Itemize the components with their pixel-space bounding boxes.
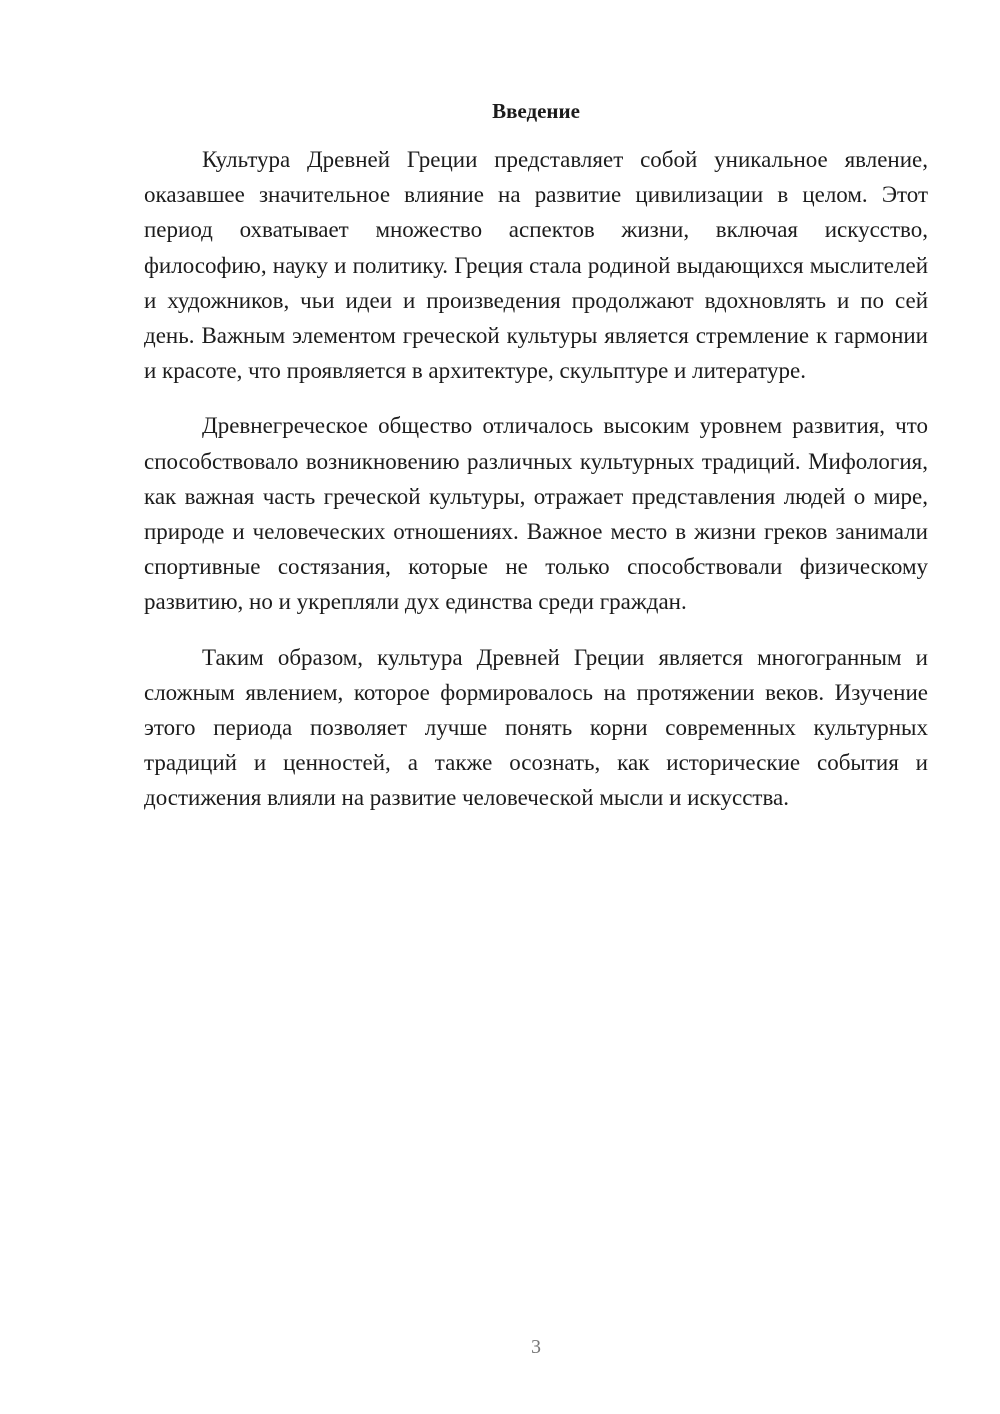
paragraph-3: Таким образом, культура Древней Греции является многогранным и сложным явлением, которое формировалось на протяжении веков. Изучение этого периода позволяет лучше понять корни современных культурных традиций и ценностей, а также осознать, как исторические события и достижения влияли на развитие человеческой мысли и искусства. <box>144 644 928 811</box>
paragraph-1: Культура Древней Греции представляет собой уникальное явление, оказавшее значительное влияние на развитие цивилизации в целом. Этот период охватывает множество аспектов жизни, включая искусство, философию, науку и политику. Греция стала родиной выдающихся мыслителей и художников, чьи идеи и произведения продолжают вдохновлять и по сей день. Важным элементом греческой культуры является стремление к гармонии и красоте, что проявляется в архитектуре, скульптуре и литературе. <box>144 147 928 384</box>
paragraph-2: Древнегреческое общество отличалось высоким уровнем развития, что способствовало возникновению различных культурных традиций. Мифология, как важная часть греческой культуры, отражает представления людей о мире, природе и человеческих отношениях. Важное место в жизни греков занимали спортивные состязания, которые не только способствовали физическому развитию, но и укрепляли дух единства среди граждан. <box>144 413 928 615</box>
page-number: 3 <box>531 1336 541 1358</box>
section-body <box>144 142 928 836</box>
section-title: Введение <box>492 99 580 123</box>
